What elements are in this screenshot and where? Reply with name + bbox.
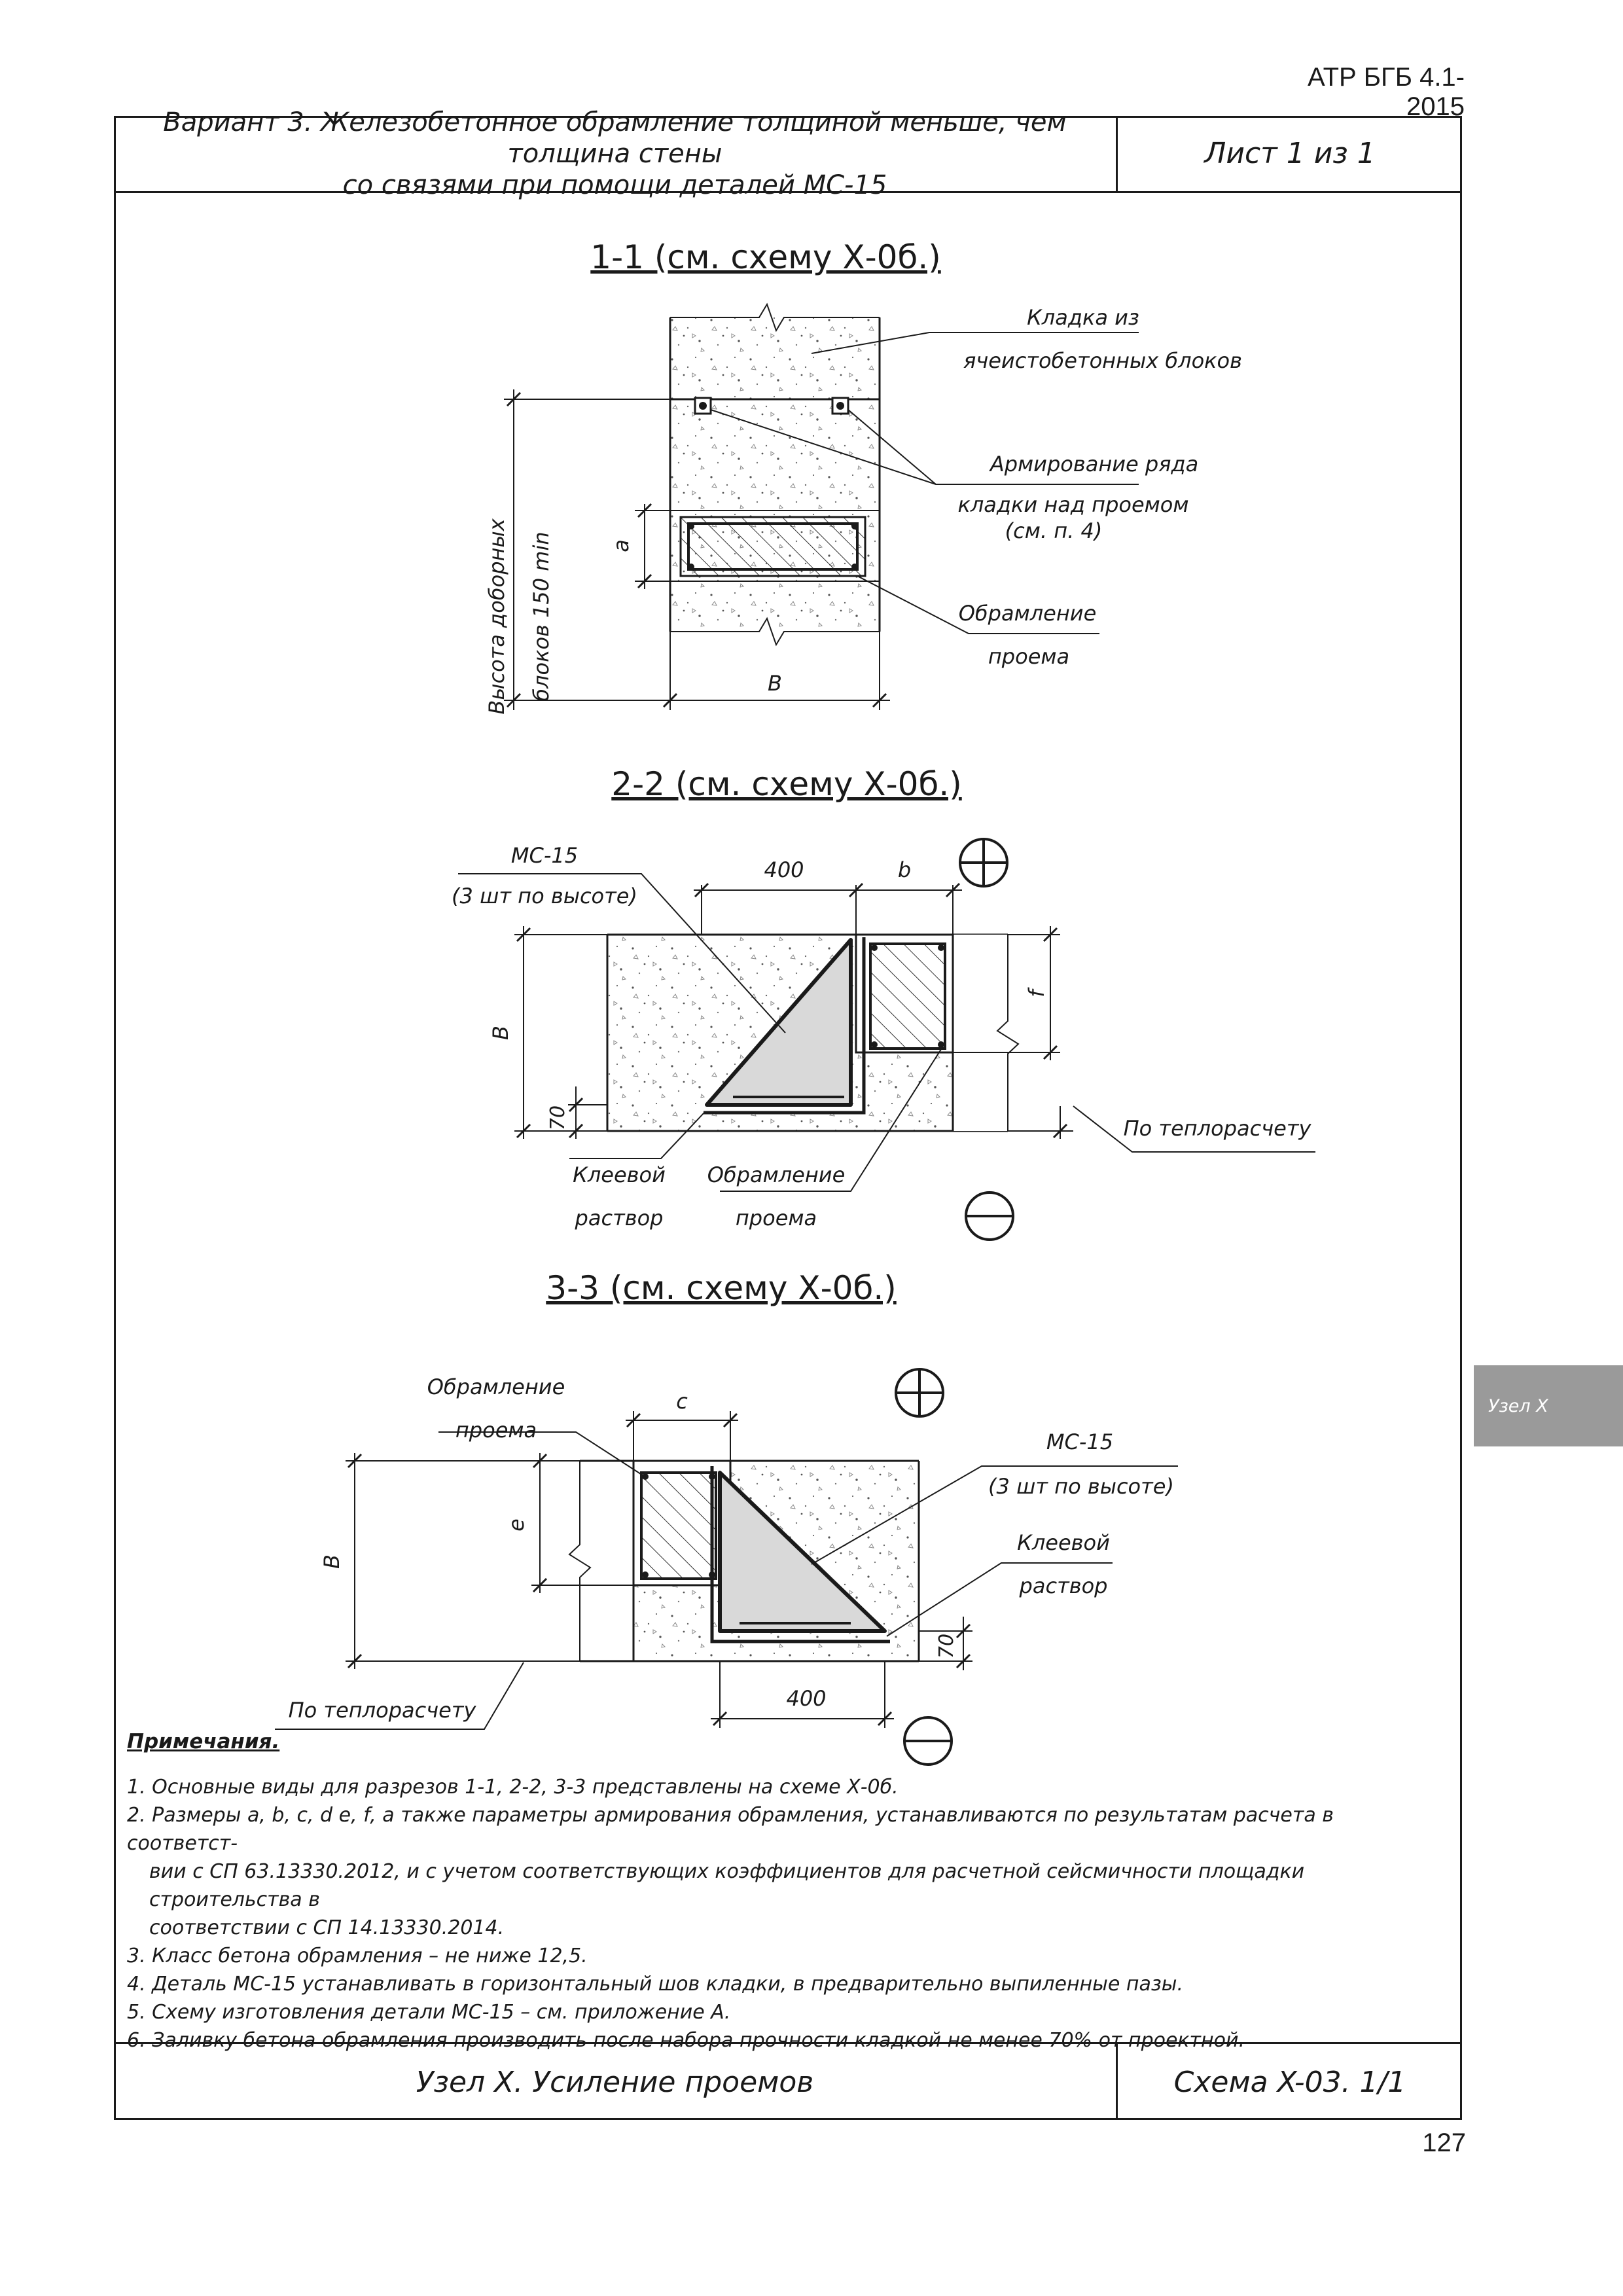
section-tab[interactable]: Узел X bbox=[1474, 1365, 1623, 1446]
footer-scheme: Схема X-03. 1/1 bbox=[1118, 2042, 1462, 2120]
note-2: 2. Размеры a, b, c, d e, f, а также параметры армирования обрамления, устанавливаются по результатам расчета в соответст- bbox=[127, 1804, 1334, 1855]
note-6: 6. Заливку бетона обрамления производить после набора прочности кладкой не менее 70% от проектной. bbox=[127, 2029, 1245, 2052]
dim-70-label-2: 70 bbox=[546, 1105, 569, 1131]
label-frame-1b: проема bbox=[988, 644, 1070, 669]
dim-b-label: b bbox=[897, 857, 912, 882]
sheet-count: Лист 1 из 1 bbox=[1118, 116, 1462, 193]
label-frame-2a: Обрамление bbox=[707, 1162, 846, 1187]
document-code: АТР БГБ 4.1-2015 bbox=[1308, 63, 1465, 121]
note-2-cont-2: соответствии с СП 14.13330.2014. bbox=[149, 1916, 505, 1939]
label-thermal-3: По теплорасчету bbox=[288, 1698, 476, 1723]
label-reinf-3: (см. п. 4) bbox=[1005, 518, 1103, 543]
dim-B-label-2: B bbox=[488, 1026, 513, 1040]
dim-height-line2: блоков 150 min bbox=[529, 531, 554, 702]
label-ms15-3a: МС-15 bbox=[1046, 1429, 1114, 1454]
label-glue-3b: раствор bbox=[1019, 1573, 1108, 1598]
notes-block bbox=[127, 1728, 1449, 2054]
label-glue-2a: Клеевой bbox=[573, 1162, 666, 1187]
notes-heading: Примечания. bbox=[127, 1730, 280, 1753]
section-1-title: 1-1 (см. схему Х-0б.) bbox=[590, 238, 941, 276]
dim-c-label: c bbox=[676, 1389, 688, 1414]
section-2-title: 2-2 (см. схему Х-0б.) bbox=[611, 765, 962, 803]
title-line-2: со связями при помощи деталей МС-15 bbox=[342, 170, 887, 200]
page-number: 127 bbox=[1422, 2128, 1466, 2157]
title-line-1: Вариант 3. Железобетонное обрамление толщиной меньше, чем толщина стены bbox=[163, 107, 1067, 169]
note-5: 5. Схему изготовления детали МС-15 – см. приложение А. bbox=[127, 2001, 731, 2024]
dim-f-label: f bbox=[1024, 990, 1049, 997]
dim-e-label: e bbox=[504, 1518, 529, 1532]
label-reinf-2: кладки над проемом bbox=[957, 492, 1189, 517]
section-3-3 bbox=[275, 1269, 1178, 1765]
label-ms15-2a: МС-15 bbox=[510, 843, 579, 868]
label-frame-3a: Обрамление bbox=[427, 1374, 565, 1399]
label-frame-2b: проема bbox=[735, 1206, 817, 1230]
opening-frame-2 bbox=[870, 944, 945, 1049]
wall-section-1 bbox=[670, 317, 880, 632]
note-3: 3. Класс бетона обрамления – не ниже 12,5. bbox=[127, 1945, 588, 1967]
label-thermal-2: По теплорасчету bbox=[1123, 1116, 1311, 1141]
label-frame-3b: проема bbox=[455, 1418, 537, 1443]
dim-height-line1: Высота доборных bbox=[484, 518, 509, 715]
note-2-cont-1: вии с СП 63.13330.2012, и с учетом соответствующих коэффициентов для расчетной сейсмичности площадки строительства в bbox=[149, 1860, 1305, 1911]
label-ms15-2b: (3 шт по высоте) bbox=[452, 884, 637, 908]
dim-400-label-2: 400 bbox=[764, 857, 804, 882]
section-1-1 bbox=[484, 238, 1242, 715]
opening-frame-1 bbox=[681, 517, 865, 576]
dim-a-label: a bbox=[609, 539, 633, 552]
label-glue-3a: Клеевой bbox=[1017, 1530, 1110, 1555]
section-2-2 bbox=[452, 765, 1315, 1240]
section-3-title: 3-3 (см. схему Х-0б.) bbox=[546, 1269, 897, 1307]
dim-B-label-1: B bbox=[768, 671, 782, 696]
label-masonry-2: ячеистобетонных блоков bbox=[963, 348, 1242, 373]
note-4: 4. Деталь МС-15 устанавливать в горизонтальный шов кладки, в предварительно выпиленные пазы. bbox=[127, 1973, 1184, 1996]
opening-frame-3 bbox=[641, 1473, 716, 1579]
dim-70-label-3: 70 bbox=[935, 1633, 958, 1659]
note-1: 1. Основные виды для разрезов 1-1, 2-2, 3-3 представлены на схеме Х-0б. bbox=[127, 1776, 899, 1799]
footer-title: Узел X. Усиление проемов bbox=[114, 2042, 1118, 2120]
label-ms15-3b: (3 шт по высоте) bbox=[988, 1474, 1174, 1499]
label-glue-2b: раствор bbox=[575, 1206, 664, 1230]
dim-400-label-3: 400 bbox=[786, 1686, 827, 1711]
label-reinf-1: Армирование ряда bbox=[990, 452, 1199, 476]
dim-B-label-3: B bbox=[319, 1554, 344, 1569]
label-frame-1a: Обрамление bbox=[958, 601, 1097, 626]
label-masonry-1: Кладка из bbox=[1027, 305, 1139, 330]
